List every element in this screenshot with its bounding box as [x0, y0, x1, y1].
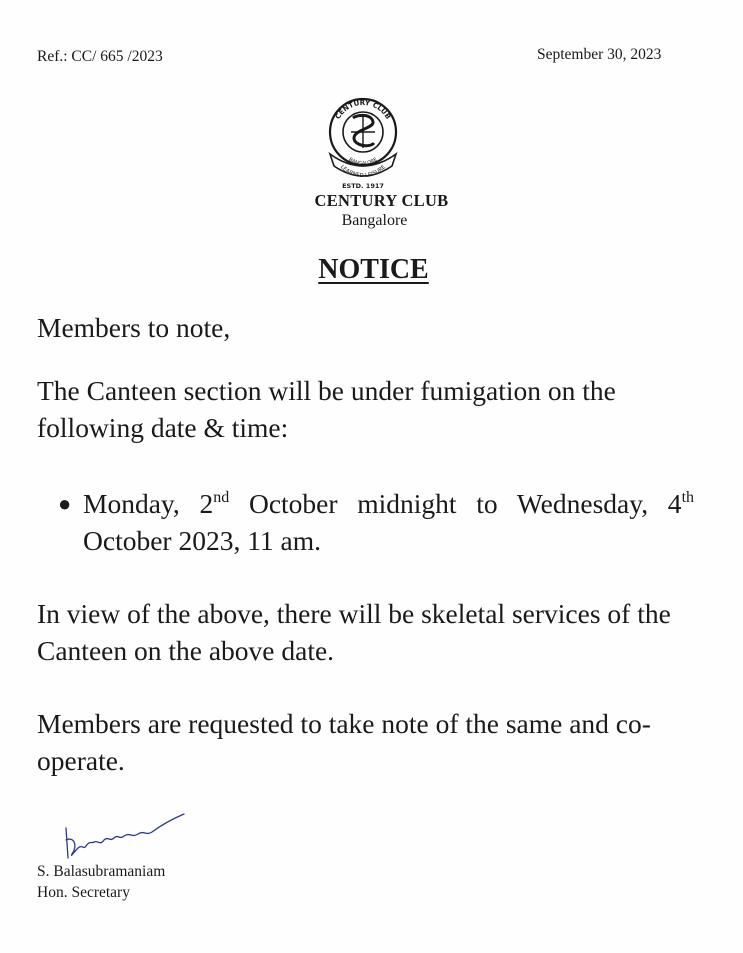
signatory-name: S. Balasubramaniam: [37, 863, 166, 880]
notice-date: September 30, 2023: [537, 46, 662, 63]
notice-title: [0, 254, 743, 286]
paragraph-skeletal-services: In view of the above, there will be skeletal services of the Canteen on the above date.: [37, 598, 671, 666]
bullet-text: Monday, 2nd October midnight to Wednesday, 4th October 2023, 11 am.: [83, 488, 695, 556]
paragraph-request: Members are requested to take note of the same and co-operate.: [37, 708, 651, 776]
logo-ring-middle-text: BANGALORE: [347, 156, 379, 168]
reference-number: Ref.: CC/ 665 /2023: [37, 48, 163, 65]
century-club-logo: [318, 88, 408, 194]
club-city: Bangalore: [341, 212, 408, 229]
logo-ring-bottom-text: LEARNED LEISURE: [338, 164, 388, 180]
club-name: CENTURY CLUB: [314, 191, 449, 210]
bullet-icon: ●: [58, 491, 72, 516]
paragraph-fumigation: The Canteen section will be under fumigation on the following date & time:: [37, 375, 616, 443]
logo-established-text: ESTD. 1917: [342, 182, 384, 190]
logo-ring-top-text: CENTURY CLUB: [333, 98, 393, 121]
signatory-title: Hon. Secretary: [37, 884, 130, 901]
handwritten-signature: [60, 800, 200, 870]
notice-title-text: NOTICE: [318, 254, 429, 285]
bullet-list-item: [58, 485, 694, 559]
salutation: Members to note,: [37, 312, 231, 343]
